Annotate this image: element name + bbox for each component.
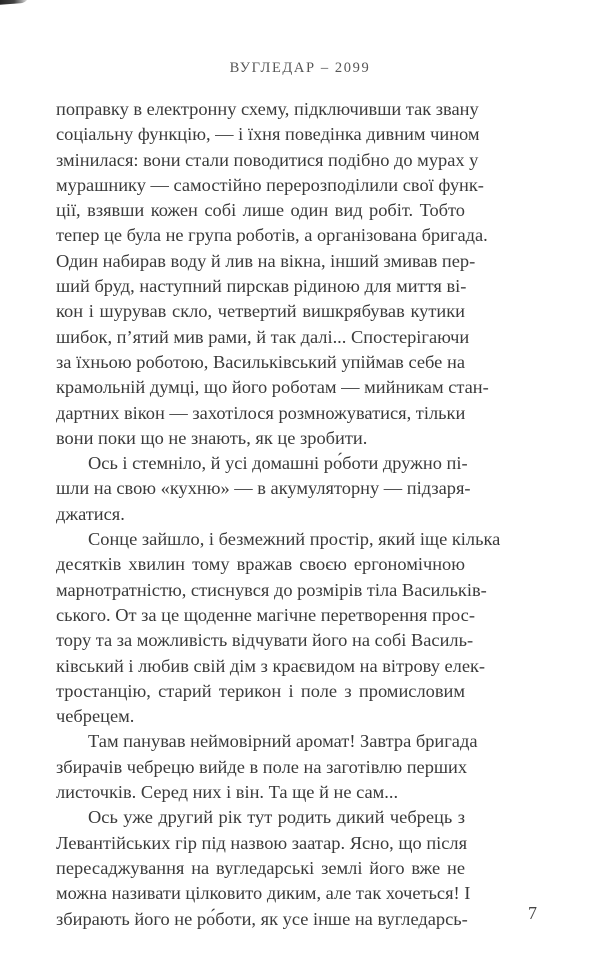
- text-line: змінилася: вони стали поводитися подібно до мурах у: [56, 149, 479, 170]
- text-line: ції, взявши кожен собі лише один вид робіт. Тобто: [56, 200, 465, 221]
- text-line: Один набирав воду й лив на вікна, інший змивав пер-: [56, 250, 476, 271]
- text-line: листочків. Серед них і він. Та ще й не сам...: [56, 782, 399, 803]
- text-line: соціальну функцію, — і їхня поведінка дивним чином: [56, 124, 480, 145]
- text-line: шибок, п’ятий мив рами, й так далі... Спостерігаючи: [56, 326, 470, 347]
- paragraph: [56, 97, 489, 451]
- text-line: можна називати цілковито диким, але так хочеться! І: [56, 883, 471, 904]
- page-number: 7: [528, 903, 537, 923]
- paragraph: [56, 527, 501, 729]
- text-line: марнотратністю, стиснувся до розмірів тіла Васильків-: [56, 579, 487, 600]
- body-text: [56, 97, 501, 932]
- text-line: дартних вікон — захотілося розмножуватися, тільки: [56, 402, 466, 423]
- text-line: Там панував неймовірний аромат! Завтра бригада: [88, 731, 478, 752]
- text-line: Ось уже другий рік тут родить дикий чебрець з: [88, 807, 465, 828]
- text-line: збирають його не ро́боти, як усе інше на вугледарсь-: [56, 908, 468, 929]
- text-line: шли на свою «кухню» — в акумуляторну — підзаря-: [56, 478, 471, 499]
- paragraph: [56, 451, 471, 527]
- text-line: тепер це була не група роботів, а організована бригада.: [56, 225, 488, 246]
- text-line: вони поки що не знають, як це зробити.: [56, 427, 368, 448]
- running-header: ВУГЛЕДАР – 2099: [229, 60, 371, 76]
- text-line: пересаджування на вугледарські землі його вже не: [56, 857, 465, 878]
- text-line: ківський і любив свій дім з краєвидом на вітрову елек-: [56, 655, 486, 676]
- text-line: джатися.: [56, 503, 125, 524]
- text-line: Сонце зайшло, і безмежний простір, який іще кілька: [88, 529, 501, 550]
- text-line: крамольній думці, що його роботам — мийникам стан-: [56, 377, 489, 398]
- text-line: ського. От за це щоденне магічне перетворення прос-: [56, 604, 475, 625]
- text-line: мурашнику — самостійно перерозподілили свої функ-: [56, 174, 484, 195]
- text-line: збирачів чебрецю вийде в поле на заготівлю перших: [56, 756, 468, 777]
- text-line: чебрецем.: [56, 706, 135, 727]
- text-line: Левантійських гір під назвою заатар. Ясно, що після: [56, 832, 468, 853]
- text-line: за їхньою роботою, Васильківський упіймав себе на: [56, 351, 465, 372]
- text-line: ший бруд, наступний пирскав рідиною для миття ві-: [56, 276, 467, 297]
- text-line: тору та за можливість відчувати його на собі Василь-: [56, 630, 474, 651]
- text-line: тростанцію, старий терикон і поле з промисловим: [56, 680, 465, 701]
- text-line: десятків хвилин тому вражав своєю ергономічною: [56, 554, 465, 575]
- paragraph: [56, 729, 478, 805]
- page-corner-shadow: [0, 0, 30, 5]
- text-line: Ось і стемніло, й усі домашні ро́боти дружно пі-: [88, 453, 468, 474]
- text-line: поправку в електронну схему, підключивши так звану: [56, 99, 479, 119]
- paragraph: [56, 805, 471, 931]
- text-line: кон і шурував скло, четвертий вишкрябував кутики: [56, 301, 465, 322]
